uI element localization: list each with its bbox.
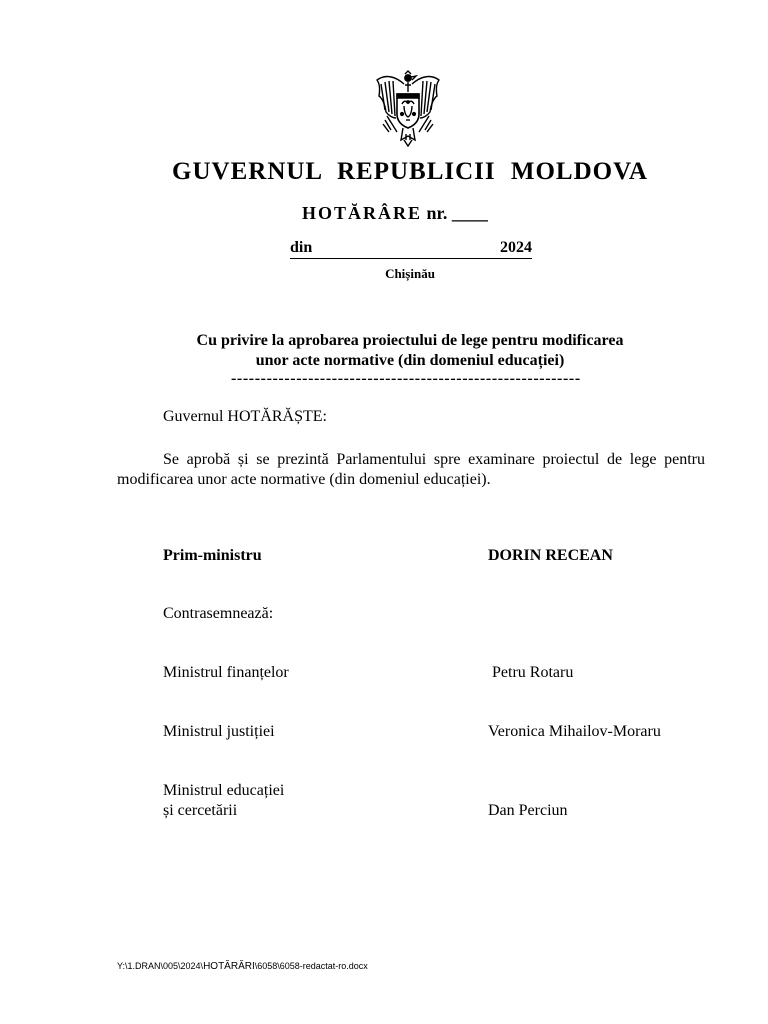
minister-name: Petru Rotaru bbox=[492, 664, 574, 681]
issue-city: Chișinău bbox=[385, 266, 435, 281]
decision-number: nr. ____ bbox=[426, 203, 488, 223]
decision-heading bbox=[302, 203, 488, 224]
minister-name: Veronica Mihailov-Moraru bbox=[488, 723, 661, 740]
date-year: 2024 bbox=[500, 239, 532, 256]
subject-line-1: Cu privire la aprobarea proiectului de lege pentru modificarea bbox=[196, 332, 624, 349]
government-decides: Guvernul HOTĂRĂȘTE: bbox=[163, 408, 327, 425]
government-title: GUVERNUL REPUBLICII MOLDOVA bbox=[172, 158, 648, 185]
minister-name: Dan Perciun bbox=[488, 802, 568, 819]
file-path-suffix: \6058\6058-redactat-ro.docx bbox=[254, 961, 368, 971]
subject-line-2: unor acte normative (din domeniul educației) bbox=[255, 352, 565, 369]
file-path-folder: HOTĂRĂRI bbox=[203, 961, 255, 972]
coat-of-arms-icon bbox=[371, 70, 445, 150]
subject-separator: ----------------------------------------------------------- bbox=[231, 370, 581, 387]
countersign-label: Contrasemnează: bbox=[163, 605, 274, 622]
minister-title-line-2: și cercetării bbox=[163, 802, 238, 819]
date-prefix: din bbox=[290, 239, 313, 256]
decision-date bbox=[290, 239, 532, 259]
decision-subject bbox=[0, 331, 768, 371]
decision-label: HOTĂRÂRE bbox=[302, 203, 423, 223]
pm-name: DORIN RECEAN bbox=[488, 547, 613, 564]
pm-title: Prim-ministru bbox=[163, 547, 262, 564]
minister-title: Ministrul educației bbox=[163, 782, 285, 799]
minister-title: Ministrul finanțelor bbox=[163, 664, 289, 681]
file-path-footer bbox=[117, 961, 368, 972]
minister-title: Ministrul justiției bbox=[163, 723, 275, 740]
decision-paragraph: Se aprobă și se prezintă Parlamentului spre examinare proiectul de lege pentru modificarea unor acte normative (din domeniul educației). bbox=[117, 451, 705, 488]
file-path-prefix: Y:\1.DRAN\005\2024\ bbox=[117, 961, 204, 971]
